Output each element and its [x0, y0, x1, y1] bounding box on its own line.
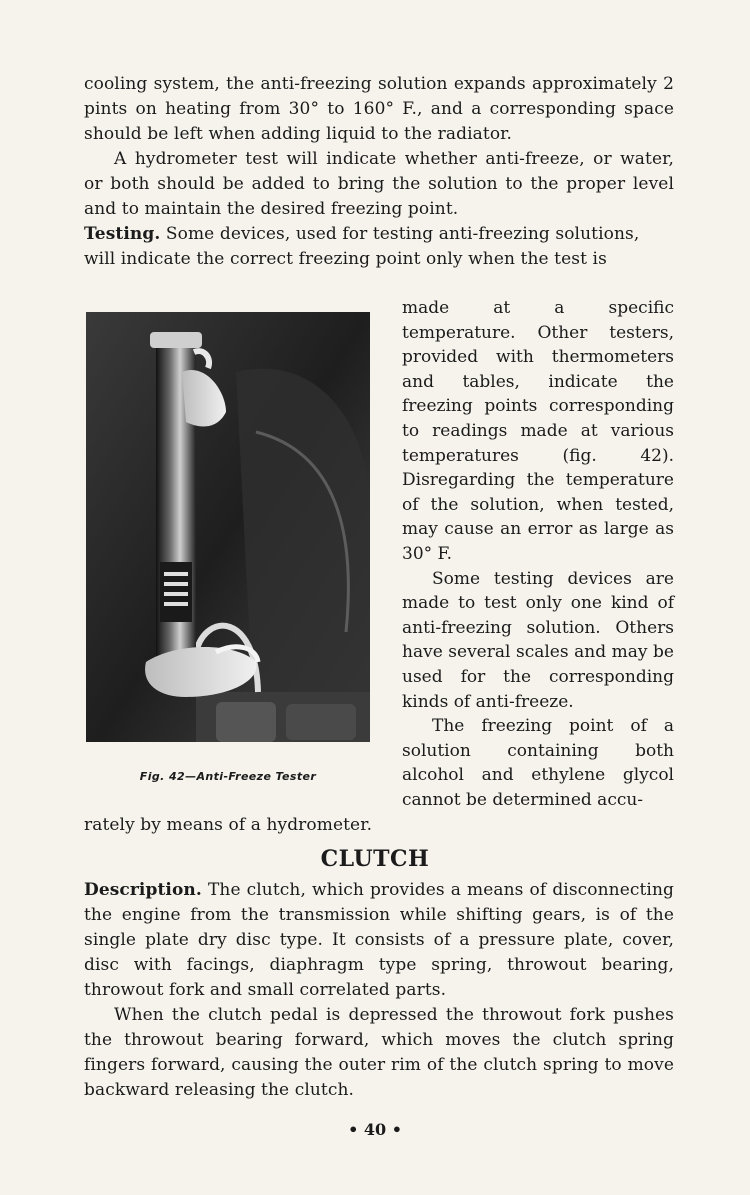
anti-freeze-tester-photo: [86, 312, 370, 760]
page-number: • 40 •: [348, 1120, 402, 1139]
testing-devices-paragraph: Some testing devices are made to test only one kind of anti-freezing solution. Others have several scales and may be used for the corresponding kinds of anti-freeze.: [402, 568, 674, 712]
paragraph-clutch-description: [84, 878, 674, 1003]
testing-line-2: will indicate the correct freezing point only when the test is: [84, 249, 607, 269]
description-lead: Description.: [84, 880, 202, 900]
tester-photo-illustration: [86, 312, 370, 760]
testing-lead: Testing.: [84, 224, 161, 244]
testing-column-paragraph: made at a specific temperature. Other testers, provided with thermometers and tables, indicate the freezing points corresponding to readings made at various temperatures (fig. 42). Disregarding the temperature of the solution, when tested, may cause an error as large as 30° F.: [402, 298, 674, 564]
figure-caption: Fig. 42—Anti-Freeze Tester: [139, 770, 317, 783]
testing-tail-line: rately by means of a hydrometer.: [84, 815, 373, 835]
testing-line-1: Some devices, used for testing anti-freezing solutions,: [160, 224, 640, 244]
paragraph-testing-intro: [84, 222, 674, 247]
paragraph-cooling-system: cooling system, the anti-freezing solution expands approximately 2 pints on heating from 30° to 160° F., and a corresponding space should be left when adding liquid to the radiator.: [84, 74, 674, 144]
freezing-point-paragraph: The freezing point of a solution containing both alcohol and ethylene glycol cannot be determined accu-: [402, 716, 674, 810]
paragraph-clutch-operation: When the clutch pedal is depressed the throwout fork pushes the throwout bearing forward, which moves the clutch spring fingers forward, causing the outer rim of the clutch spring to move backward releasing the clutch.: [84, 1005, 674, 1100]
description-text: The clutch, which provides a means of disconnecting the engine from the transmission while shifting gears, is of the single plate dry disc type. It consists of a pressure plate, cover, disc with facings, diaphragm type spring, throwout bearing, throwout fork and small correlated parts.: [84, 880, 674, 1000]
top-text-block: [84, 72, 674, 272]
paragraph-hydrometer-test: A hydrometer test will indicate whether anti-freeze, or water, or both should be added to bring the solution to the proper level and to maintain the desired freezing point.: [84, 149, 674, 219]
right-column-text: [402, 296, 674, 812]
section-heading-clutch: CLUTCH: [320, 846, 430, 872]
clutch-text-block: [84, 878, 674, 1103]
